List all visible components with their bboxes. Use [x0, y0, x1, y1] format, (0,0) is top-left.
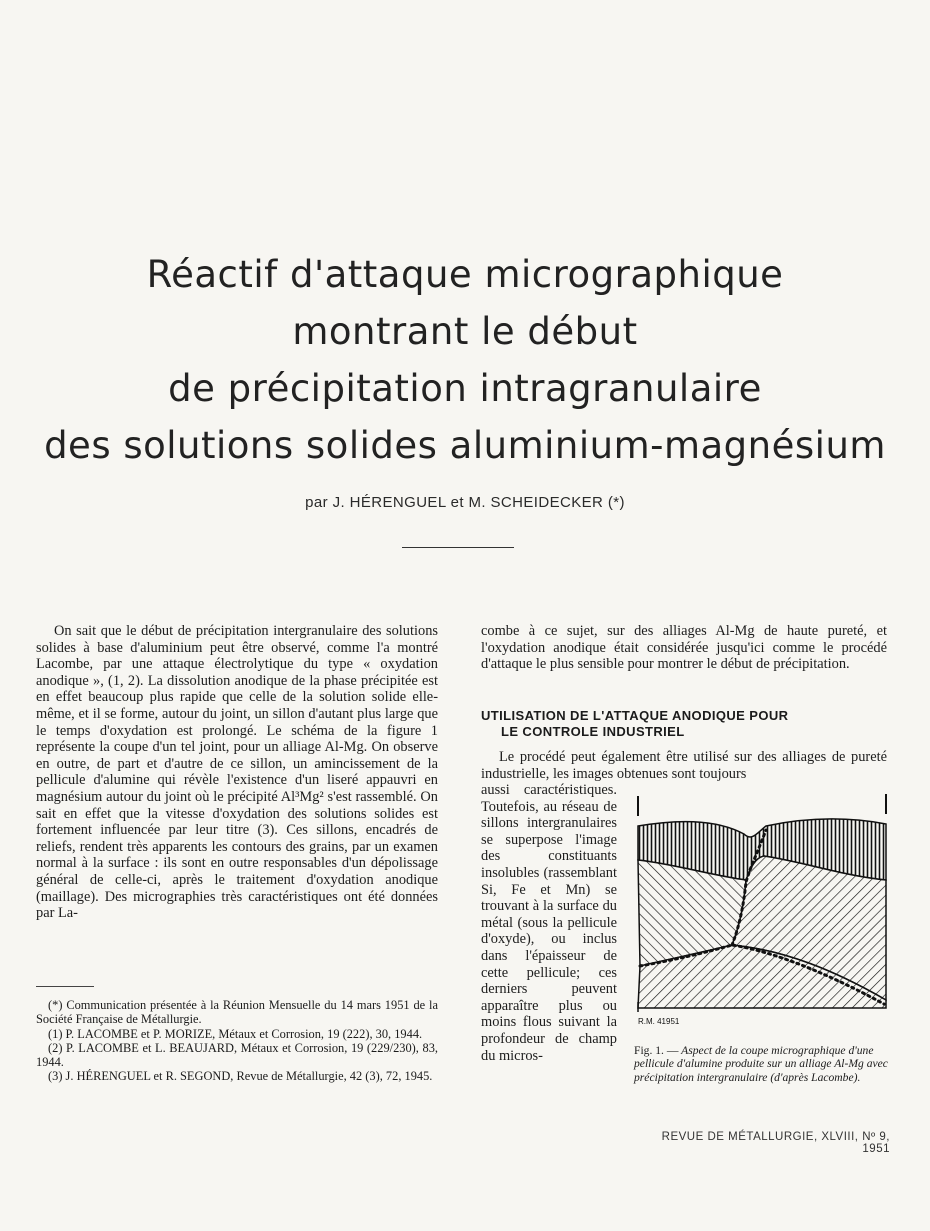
- title-line: Réactif d'attaque micrographique: [146, 253, 784, 296]
- footnote: (*) Communication présentée à la Réunion Mensuelle du 14 mars 1951 de la Société Française de Métallurgie.: [36, 998, 438, 1027]
- footnote: (3) J. HÉRENGUEL et R. SEGOND, Revue de Métallurgie, 42 (3), 72, 1945.: [48, 1069, 433, 1084]
- footnote-divider: [36, 986, 94, 987]
- footnotes: [36, 998, 438, 1084]
- figure-label: R.M. 41951: [638, 1017, 680, 1026]
- title-line: montrant le début: [292, 310, 638, 353]
- journal-footer: REVUE DE MÉTALLURGIE, XLVIII, Nº 9, 1951: [661, 1131, 890, 1155]
- section-heading-line: UTILISATION DE L'ATTAQUE ANODIQUE POUR: [481, 708, 789, 723]
- title-line: des solutions solides aluminium-magnésium: [44, 424, 886, 467]
- footnote: (1) P. LACOMBE et P. MORIZE, Métaux et Corrosion, 19 (222), 30, 1944.: [48, 1026, 423, 1041]
- article-title: [20, 246, 910, 474]
- title-divider: [402, 547, 514, 548]
- right-column-top: [481, 623, 887, 673]
- body-paragraph: Le procédé peut également être utilisé sur des alliages de pureté industrielle, les images obtenues sont toujours: [481, 749, 887, 782]
- section-heading: [481, 708, 891, 740]
- body-paragraph: On sait que le début de précipitation intergranulaire des solutions solides à base d'aluminium peut être observé, comme l'a montré Lacombe, par une attaque électrolytique du type « oxydation anodique », (1, 2). La dissolution anodique de la phase précipitée est en effet beaucoup plus rapide que celle de la solution solide elle-même, et il se forme, autour du joint, un sillon d'autant plus large que le temps d'oxydation est prolongé. Le schéma de la figure 1 représente la coupe d'un tel joint, pour un alliage Al-Mg. On observe en outre, de part et d'autre de ce sillon, un amincissement de la pellicule d'alumine qui révèle l'existence d'un liseré appauvri en magnésium autour du joint où le précipité Al³Mg² s'est rassemblé. On sait en effet que la vitesse d'oxydation des solutions solides est fortement influencée par leur titre (3). Ces sillons, encadrés de reliefs, rendent très apparents les contours des grains, par un examen normal à la surface : ils sont en outre responsables d'un dépolissage général de celle-ci, après le traitement d'oxydation anodique (maillage). Des micrographies très caractéristiques ont été données par La-: [36, 623, 438, 922]
- authors-line: par J. HÉRENGUEL et M. SCHEIDECKER (*): [305, 494, 625, 511]
- footnote: (2) P. LACOMBE et L. BEAUJARD, Métaux et Corrosion, 19 (229/230), 83, 1944.: [36, 1040, 438, 1070]
- left-column: [36, 623, 438, 922]
- right-paragraph-wide: [481, 749, 887, 782]
- title-line: de précipitation intragranulaire: [168, 367, 762, 410]
- figure-1-schematic: [634, 790, 890, 1030]
- body-paragraph: aussi caractéristiques. Toutefois, au réseau de sillons intergranulaires se superpose l'image des constituants insolubles (rassemblant Si, Fe et Mn) se trouvant à la surface du métal (sous la pellicule d'oxyde), ou inclus dans l'épaisseur de cette pellicule; ces derniers peuvent apparaître plus ou moins flous suivant la profondeur de champ du micros-: [481, 782, 617, 1064]
- caption-lead: Fig. 1. —: [634, 1044, 679, 1057]
- right-paragraph-narrow: [481, 782, 617, 1064]
- caption-text: Aspect de la coupe micrographique d'une pellicule d'alumine produite sur un alliage Al-Mg avec précipitation intergranulaire (d'après Lacombe).: [634, 1044, 888, 1084]
- body-paragraph: combe à ce sujet, sur des alliages Al-Mg de haute pureté, et l'oxydation anodique était considérée jusqu'ici comme le procédé d'attaque le plus sensible pour montrer le début de précipitation.: [481, 623, 887, 673]
- section-heading-line: LE CONTROLE INDUSTRIEL: [501, 724, 685, 739]
- figure-caption: [634, 1044, 890, 1084]
